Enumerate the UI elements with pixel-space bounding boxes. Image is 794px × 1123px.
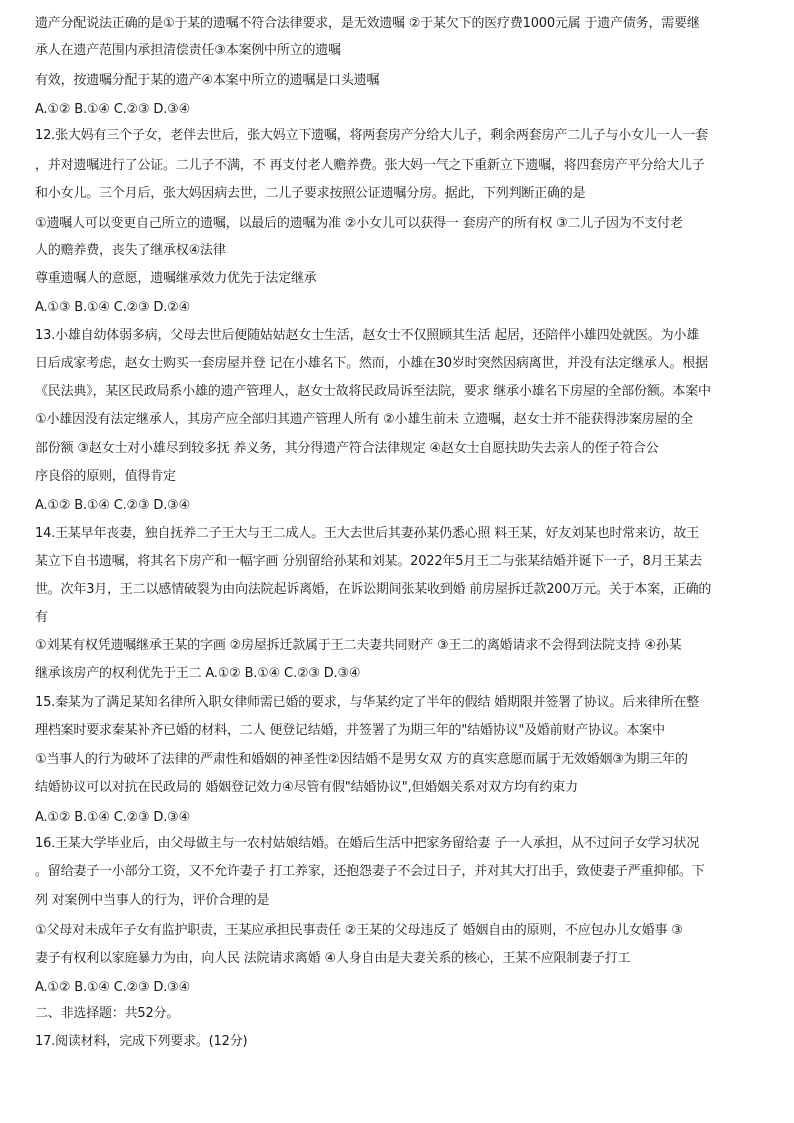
text-line: 序良俗的原则，值得肯定 xyxy=(35,469,176,484)
text-line: 承人在遗产范围内承担清偿责任③本案例中所立的遗嘱 xyxy=(35,43,341,58)
text-line: 《民法典》，某区民政局系小雄的遗产管理人，赵女士故将民政局诉至法院，要求 继承小雄名下房屋的全部份额。本案中 xyxy=(35,384,711,399)
text-line: ①当事人的行为破坏了法律的严肃性和婚姻的神圣性②因结婚不是男女双 方的真实意愿而属于无效婚姻③为期三年的 xyxy=(35,752,688,767)
answer-options: A.①② B.①④ C.②③ D.③④ xyxy=(35,498,191,513)
question-15-text: 15.秦某为了满足某知名律所入职女律师需已婚的要求，与华某约定了半年的假结 婚期限并签署了协议。后来律所在整 xyxy=(35,695,700,710)
text-line: ①遗嘱人可以变更自己所立的遗嘱，以最后的遗嘱为准 ②小女儿可以获得一 套房产的所有权 ③二儿子因为不支付老 xyxy=(35,216,683,231)
text-line: 有效，按遗嘱分配于某的遗产④本案中所立的遗嘱是口头遗嘱 xyxy=(35,73,380,88)
text-line: 继承该房产的权利优先于王二 A.①② B.①④ C.②③ D.③④ xyxy=(35,666,361,681)
question-13-text: 13.小雄自幼体弱多病，父母去世后便随姑姑赵女士生活，赵女士不仅照顾其生活 起居，还陪伴小雄四处就医。为小雄 xyxy=(35,328,700,343)
text-line: 尊重遗嘱人的意愿，遗嘱继承效力优先于法定继承 xyxy=(35,271,317,286)
question-14-text: 14.王某早年丧妻，独自抚养二子王大与王二成人。王大去世后其妻孙某仍悉心照 料王某，好友刘某也时常来访，故王 xyxy=(35,526,700,541)
section-heading: 二、非选择题：共52分。 xyxy=(35,1006,180,1021)
text-line: 部份额 ③赵女士对小雄尽到较多抚 养义务，其分得遗产符合法律规定 ④赵女士自愿扶助失去亲人的侄子符合公 xyxy=(35,441,659,456)
answer-options: A.①② B.①④ C.②③ D.③④ xyxy=(35,980,191,995)
text-line: 结婚协议可以对抗在民政局的 婚姻登记效力④尽管有假"结婚协议",但婚姻关系对双方均有约束力 xyxy=(35,780,578,795)
text-line: 遗产分配说法正确的是①于某的遗嘱不符合法律要求，是无效遗嘱 ②于某欠下的医疗费1000元属 于遗产债务，需要继 xyxy=(35,16,700,31)
answer-options: A.①③ B.①④ C.②③ D.②④ xyxy=(35,300,191,315)
text-line: ①刘某有权凭遗嘱继承王某的字画 ②房屋拆迁款属于王二夫妻共同财产 ③王二的离婚请求不会得到法院支持 ④孙某 xyxy=(35,638,682,653)
question-16-text: 16.王某大学毕业后，由父母做主与一农村姑娘结婚。在婚后生活中把家务留给妻 子一人承担，从不过问子女学习状况 xyxy=(35,836,700,851)
text-line: 某立下自书遗嘱，将其名下房产和一幅字画 分别留给孙某和刘某。2022年5月王二与张某结婚并诞下一子，8月王某去 xyxy=(35,554,702,569)
question-12-text: 12.张大妈有三个子女，老伴去世后，张大妈立下遗嘱，将两套房产分给大儿子，剩余两套房产二儿子与小女儿一人一套 xyxy=(35,128,708,143)
answer-options: A.①② B.①④ C.②③ D.③④ xyxy=(35,810,191,825)
text-line: 世。次年3月，王二以感情破裂为由向法院起诉离婚，在诉讼期间张某收到婚 前房屋拆迁款200万元。关于本案，正确的 xyxy=(35,582,712,597)
text-line: 和小女儿。三个月后，张大妈因病去世，二儿子要求按照公证遗嘱分房。据此，下列判断正确的是 xyxy=(35,186,586,201)
text-line: 妻子有权利以家庭暴力为由，向人民 法院请求离婚 ④人身自由是夫妻关系的核心，王某不应限制妻子打工 xyxy=(35,951,631,966)
text-line: 日后成家考虑，赵女士购买一套房屋并登 记在小雄名下。然而，小雄在30岁时突然因病离世，并没有法定继承人。根据 xyxy=(35,356,708,371)
text-line: 人的赡养费，丧失了继承权④法律 xyxy=(35,243,226,258)
text-line: 理档案时要求秦某补齐已婚的材料，二人 便登记结婚，并签署了为期三年的"结婚协议"及婚前财产协议。本案中 xyxy=(35,723,665,738)
text-line: 。留给妻子一小部分工资，又不允许妻子 打工养家，还抱怨妻子不会过日子，并对其大打出手，致使妻子严重抑郁。下 xyxy=(35,864,705,879)
text-line: ①父母对未成年子女有监护职责，王某应承担民事责任 ②王某的父母违反了 婚姻自由的原则，不应包办儿女婚事 ③ xyxy=(35,923,683,938)
text-line: ①小雄因没有法定继承人，其房产应全部归其遗产管理人所有 ②小雄生前未 立遗嘱，赵女士并不能获得涉案房屋的全 xyxy=(35,412,693,427)
question-17-text: 17.阅读材料，完成下列要求。(12分) xyxy=(35,1034,248,1049)
text-line: ，并对遗嘱进行了公证。二儿子不满，不 再支付老人赡养费。张大妈一气之下重新立下遗嘱，将四套房产平分给大儿子 xyxy=(35,158,705,173)
text-line: 有 xyxy=(35,610,48,625)
text-line: 列 对案例中当事人的行为，评价合理的是 xyxy=(35,893,270,908)
answer-options: A.①② B.①④ C.②③ D.③④ xyxy=(35,102,191,117)
